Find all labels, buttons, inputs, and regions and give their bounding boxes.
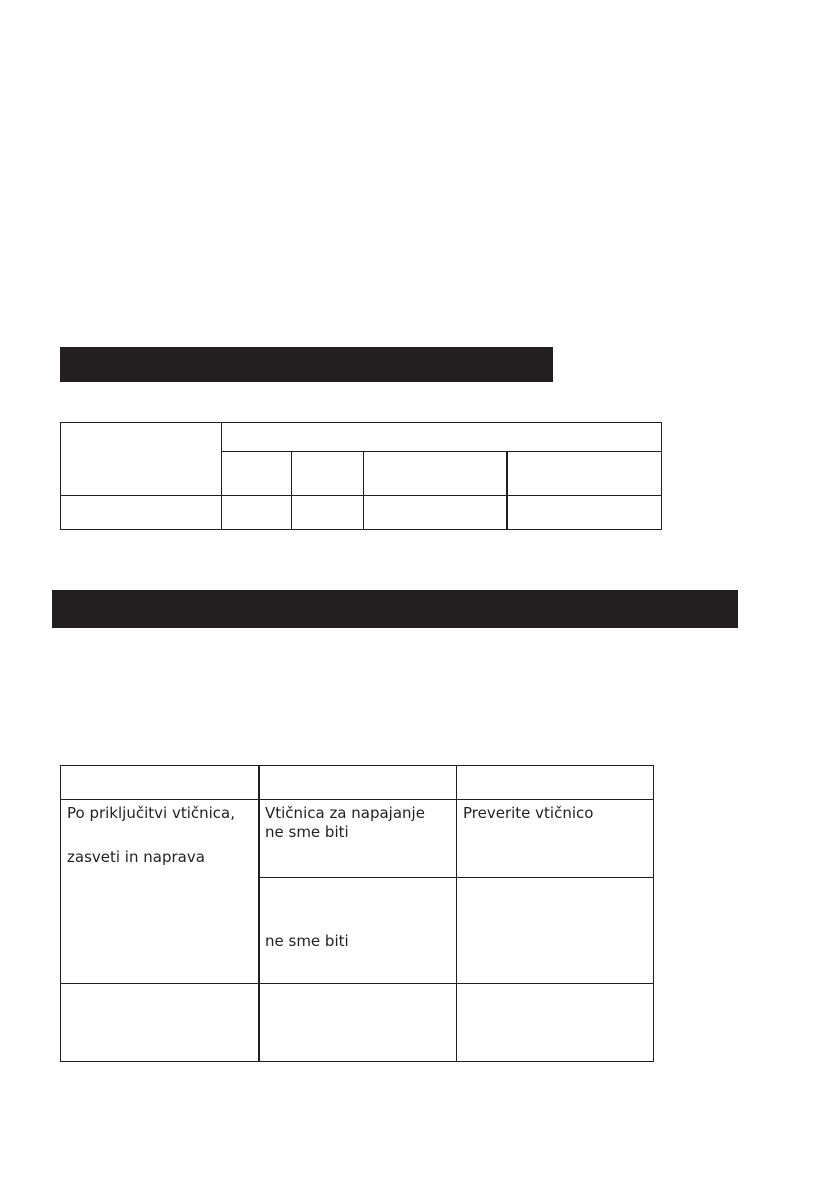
spec-table-divider <box>61 495 661 496</box>
spec-table-divider <box>221 451 661 452</box>
trouble-table-divider <box>258 766 260 1061</box>
spec-table-divider <box>291 451 292 529</box>
troubleshooting-table <box>60 765 654 1062</box>
trouble-table-divider <box>61 983 653 984</box>
problem-text-line2: zasveti in naprava <box>67 848 205 866</box>
section-heading-bar-specs <box>60 347 553 382</box>
spec-table-divider <box>221 423 222 529</box>
spec-table <box>60 422 662 530</box>
trouble-table-divider <box>456 766 457 1061</box>
cause-text-line2: ne sme biti <box>265 823 349 841</box>
problem-text-line1: Po priključitvi vtičnica, <box>67 804 236 822</box>
cause-text: ne sme biti <box>265 932 349 950</box>
solution-text: Preverite vtičnico <box>463 804 594 822</box>
trouble-table-divider <box>61 799 653 800</box>
trouble-table-divider <box>259 877 653 878</box>
spec-table-divider <box>506 451 508 529</box>
cause-text-line1: Vtičnica za napajanje <box>265 804 425 822</box>
spec-table-divider <box>363 451 364 529</box>
section-heading-bar-troubleshooting <box>52 590 738 628</box>
